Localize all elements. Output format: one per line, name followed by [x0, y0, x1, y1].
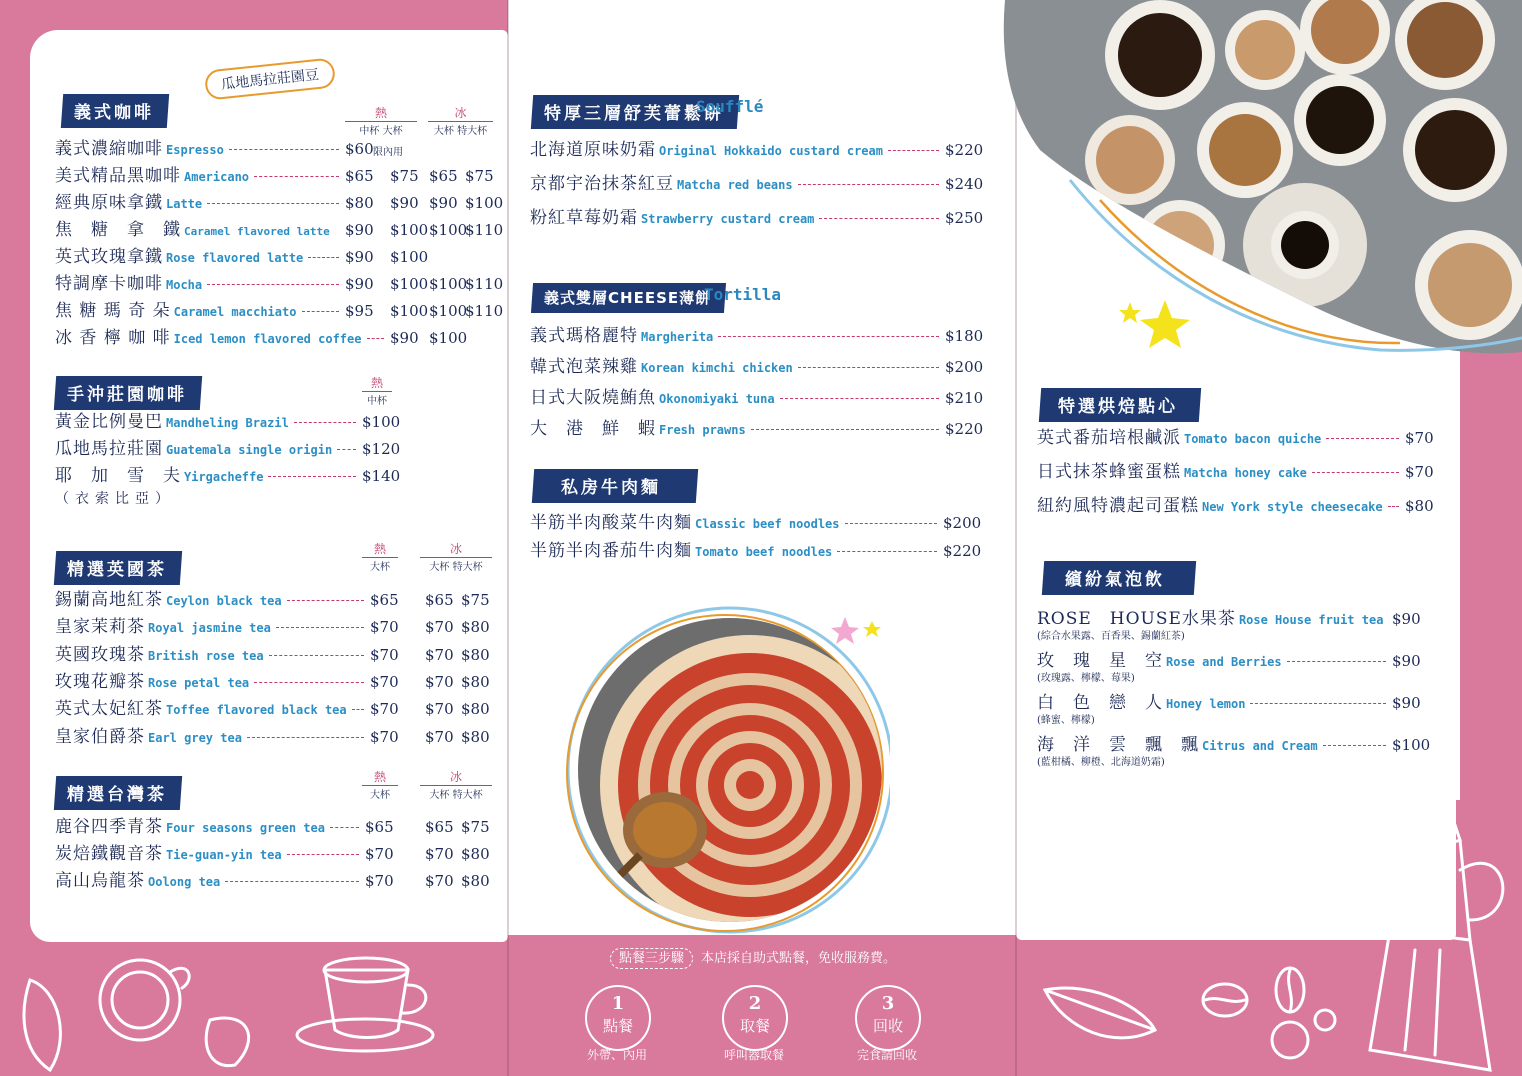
- menu-item: [55, 191, 505, 215]
- item-price: $100: [390, 302, 429, 320]
- item-name-en: Americano: [184, 170, 250, 184]
- leader-dash: [207, 284, 339, 285]
- leader-dash: [1388, 506, 1399, 507]
- menu-item: [530, 417, 990, 441]
- item-name-en: Latte: [166, 197, 203, 211]
- item-ingredients: (玫瑰露、檸檬、莓果): [1037, 673, 1135, 684]
- item-name-zh: 韓式泡菜辣雞: [530, 357, 638, 377]
- menu-item: [530, 206, 990, 230]
- item-price: $80: [461, 645, 490, 664]
- item-price: $90: [345, 248, 374, 266]
- item-name-zh: 高山烏龍茶: [55, 871, 145, 891]
- item-name-zh: 半筋半肉酸菜牛肉麵: [530, 513, 692, 533]
- taiwan-tea-cold-header: [420, 768, 492, 801]
- item-name-en: Rose flavored latte: [166, 251, 304, 265]
- step-number: 3: [881, 993, 895, 1014]
- item-price: $100: [362, 413, 401, 431]
- leader-dash: [254, 682, 364, 683]
- leader-dash: [337, 449, 356, 450]
- leaf-bean-doodles-right: [1035, 960, 1345, 1070]
- menu-item: [55, 245, 505, 269]
- cold-label: 冰: [428, 104, 493, 122]
- item-name-zh: ROSE HOUSE水果茶: [1037, 609, 1236, 629]
- leader-dash: [888, 150, 939, 151]
- leader-dash: [302, 311, 339, 312]
- item-price: $210: [945, 389, 984, 407]
- item-price: $65: [425, 591, 454, 609]
- item-price: $100: [429, 302, 468, 320]
- item-name-en: Caramel flavored latte: [184, 225, 330, 238]
- item-name-zh: 英式玫瑰拿鐵: [55, 247, 163, 267]
- item-price: $70: [370, 618, 399, 637]
- pourover-section-title: 手沖莊園咖啡: [54, 376, 202, 410]
- item-name-en: Tomato beef noodles: [695, 545, 833, 559]
- step-2-circle: [722, 985, 788, 1051]
- menu-item: [1037, 607, 1437, 642]
- moka-pot-doodle: [1350, 800, 1522, 1076]
- item-name-zh: 耶 加 雪 夫: [55, 466, 181, 486]
- item-price: $70: [370, 672, 399, 691]
- leader-dash: [268, 476, 356, 477]
- leader-dash: [367, 338, 384, 339]
- espresso-hot-header: [345, 104, 417, 137]
- item-name-zh: 英國玫瑰茶: [55, 644, 145, 665]
- item-price: $100: [390, 248, 429, 266]
- menu-item: [55, 137, 505, 161]
- item-name-zh: 黃金比例曼巴: [55, 412, 163, 432]
- item-price: $70: [365, 872, 394, 890]
- item-price: $90: [390, 194, 419, 212]
- item-price: $90: [345, 221, 374, 239]
- item-name-en: Citrus and Cream: [1202, 739, 1318, 753]
- item-price: $100: [1392, 736, 1431, 754]
- item-name-zh: 美式精品黑咖啡: [55, 166, 181, 186]
- menu-item: [530, 172, 990, 196]
- item-price: $90: [429, 194, 458, 212]
- item-name-en: Korean kimchi chicken: [641, 361, 793, 375]
- item-name-en: Caramel macchiato: [173, 305, 297, 319]
- item-price: $80: [461, 727, 490, 746]
- item-price: $95: [345, 302, 374, 320]
- leader-dash: [845, 523, 937, 524]
- item-price: $75: [465, 167, 494, 185]
- item-price: $220: [945, 420, 984, 438]
- item-price: $80: [461, 845, 490, 863]
- item-name-en: Royal jasmine tea: [148, 621, 271, 636]
- cold-sizes: 大杯 特大杯: [429, 790, 483, 801]
- item-name-zh: 皇家茉莉茶: [55, 617, 145, 638]
- item-price: $70: [370, 700, 399, 719]
- item-name-zh: 大 港 鮮 蝦: [530, 419, 656, 439]
- leader-dash: [254, 176, 339, 177]
- item-name-zh: 義式瑪格麗特: [530, 326, 638, 346]
- item-price: $70: [365, 845, 394, 863]
- item-name-en: Yirgacheffe: [184, 470, 264, 484]
- tortilla-section-title: 義式雙層CHEESE薄餅: [531, 283, 726, 313]
- item-price: $90: [390, 329, 419, 347]
- coffee-cup-doodle: [290, 945, 440, 1055]
- item-name-en: Espresso: [166, 143, 224, 157]
- item-name-zh: 冰 香 檸 咖 啡: [55, 328, 171, 348]
- hot-sizes: 大杯: [370, 790, 390, 801]
- menu-item: [530, 138, 990, 162]
- item-price: $220: [943, 542, 982, 560]
- step-name: 回收: [872, 1017, 903, 1035]
- item-name-zh: 鹿谷四季青茶: [55, 817, 163, 837]
- item-price: $80: [461, 618, 490, 637]
- pizza-photo: [560, 605, 890, 935]
- steps-title: 點餐三步驟: [610, 948, 693, 969]
- item-name-en: Tomato bacon quiche: [1184, 432, 1322, 446]
- step-2-label: 呼叫器取餐: [723, 1048, 784, 1062]
- menu-item: [55, 164, 505, 188]
- item-price: $110: [465, 221, 504, 239]
- coffee-cups-photo: [1000, 0, 1522, 365]
- menu-item: [1037, 649, 1437, 684]
- item-price: $60: [345, 140, 374, 158]
- item-name-zh: 焦 糖 拿 鐵: [55, 220, 181, 240]
- item-price: $70: [425, 618, 454, 637]
- item-price: $65: [429, 167, 458, 185]
- leader-dash: [207, 203, 339, 204]
- item-name-en: Earl grey tea: [148, 730, 242, 745]
- hot-sizes: 大杯: [370, 562, 390, 573]
- menu-item: [55, 842, 505, 866]
- item-price: $75: [461, 591, 490, 609]
- menu-item: [55, 643, 505, 667]
- item-price: $65: [425, 818, 454, 836]
- item-price: $220: [945, 141, 984, 159]
- item-price: $90: [1392, 610, 1421, 628]
- item-name-zh: 焦 糖 瑪 奇 朵: [55, 301, 171, 321]
- origin-tag: 瓜地馬拉莊園豆: [204, 57, 336, 100]
- item-price: $70: [370, 645, 399, 664]
- cold-label: 冰: [420, 540, 492, 558]
- cold-label: 冰: [420, 768, 492, 786]
- item-name-en: Honey lemon: [1166, 697, 1246, 711]
- item-name-en: British rose tea: [148, 648, 264, 663]
- step-3-label: 完食請回收: [856, 1048, 917, 1062]
- leader-dash: [1312, 472, 1399, 473]
- leader-dash: [819, 218, 939, 219]
- menu-item: [55, 299, 505, 323]
- item-name-zh: 英式番茄培根鹹派: [1037, 428, 1181, 448]
- item-note: 限內用: [373, 147, 403, 158]
- menu-item: [55, 815, 505, 839]
- item-price: $250: [945, 209, 984, 227]
- item-name-en: Oolong tea: [148, 875, 221, 889]
- item-name-zh: 瓜地馬拉莊園: [55, 439, 163, 459]
- steps-notice: 本店採自助式點餐，免收服務費。: [701, 951, 897, 966]
- menu-item: [55, 670, 505, 694]
- beef-section-title: 私房牛肉麵: [532, 469, 698, 503]
- leader-dash: [798, 184, 939, 185]
- english-tea-cold-header: [420, 540, 492, 573]
- leader-dash: [837, 551, 937, 552]
- item-price: $75: [461, 818, 490, 836]
- item-name-zh: 玫 瑰 星 空: [1037, 651, 1163, 671]
- item-price: $90: [1392, 652, 1421, 670]
- step-1-circle: [585, 985, 651, 1051]
- cold-sizes: 大杯 特大杯: [429, 562, 483, 573]
- item-name-zh: 英式太妃紅茶: [55, 699, 163, 720]
- item-name-zh: 白 色 戀 人: [1037, 693, 1163, 713]
- hot-label: 熱: [345, 104, 417, 122]
- item-name-en: Mocha: [166, 278, 203, 292]
- right-panel-extension: [1440, 350, 1460, 800]
- item-ingredients: (綜合水果露、百香果、錫蘭紅茶): [1037, 631, 1185, 642]
- item-name-zh: 經典原味拿鐵: [55, 193, 163, 213]
- item-name-en: Matcha red beans: [677, 178, 793, 192]
- menu-item: [1037, 460, 1437, 484]
- item-ingredients: (蜂蜜、檸檬): [1037, 715, 1095, 726]
- menu-item: [530, 511, 990, 535]
- item-price: $100: [390, 221, 429, 239]
- menu-item: [1037, 426, 1437, 450]
- item-name-en: Matcha honey cake: [1184, 466, 1307, 480]
- item-name-en: Classic beef noodles: [695, 517, 840, 531]
- item-price: $80: [461, 672, 490, 691]
- espresso-cold-header: [428, 104, 493, 137]
- item-name-en: Fresh prawns: [659, 423, 746, 437]
- item-price: $240: [945, 175, 984, 193]
- origin-note: （衣索比亞）: [55, 491, 175, 507]
- item-name-en: New York style cheesecake: [1202, 500, 1383, 514]
- menu-item: [1037, 494, 1437, 518]
- menu-item: [530, 386, 990, 410]
- item-name-en: Strawberry custard cream: [641, 212, 815, 226]
- hot-label: 熱: [362, 540, 398, 558]
- leader-dash: [269, 655, 364, 656]
- menu-item: [55, 588, 505, 612]
- item-price: $70: [1405, 463, 1434, 481]
- leader-dash: [798, 367, 939, 368]
- english-tea-section-title: 精選英國茶: [54, 551, 182, 585]
- menu-item: [55, 725, 505, 749]
- item-price: $100: [390, 275, 429, 293]
- step-number: 2: [748, 993, 762, 1014]
- item-price: $80: [345, 194, 374, 212]
- item-price: $110: [465, 275, 504, 293]
- item-price: $70: [425, 672, 454, 691]
- size-label: 中杯: [367, 396, 387, 407]
- item-name-en: Guatemala single origin: [166, 443, 333, 457]
- leader-dash: [247, 737, 364, 738]
- item-price: $90: [345, 275, 374, 293]
- item-price: $200: [945, 358, 984, 376]
- item-name-zh: 紐約風特濃起司蛋糕: [1037, 496, 1199, 516]
- item-name-zh: 日式抹茶蜂蜜蛋糕: [1037, 462, 1181, 482]
- item-name-en: Ceylon black tea: [166, 594, 282, 608]
- hot-label: 熱: [362, 374, 392, 392]
- item-price: $65: [345, 167, 374, 185]
- item-name-en: Toffee flavored black tea: [166, 703, 347, 718]
- menu-item: [55, 272, 505, 296]
- menu-item: [530, 355, 990, 379]
- item-price: $180: [945, 327, 984, 345]
- item-price: $70: [425, 645, 454, 664]
- item-price: $70: [370, 727, 399, 746]
- item-name-en: Mandheling Brazil: [166, 416, 289, 430]
- item-name-en: Rose House fruit tea: [1238, 613, 1384, 627]
- item-price: $70: [425, 845, 454, 863]
- leader-dash: [1250, 703, 1386, 704]
- item-name-en: Margherita: [641, 330, 714, 344]
- menu-item: [55, 464, 505, 488]
- item-name-en: Iced lemon flavored coffee: [173, 332, 362, 346]
- item-price: $100: [429, 275, 468, 293]
- item-name-en: Four seasons green tea: [166, 821, 325, 835]
- item-price: $140: [362, 467, 401, 485]
- item-name-zh: 日式大阪燒鮪魚: [530, 388, 656, 408]
- hot-label: 熱: [362, 768, 398, 786]
- menu-item: [55, 410, 505, 434]
- step-name: 點餐: [602, 1017, 633, 1035]
- item-price: $70: [425, 872, 454, 890]
- coffee-doodles-left: [20, 950, 260, 1076]
- item-name-en: Okonomiyaki tuna: [659, 392, 775, 406]
- item-price: $90: [1392, 694, 1421, 712]
- item-name-zh: 皇家伯爵茶: [55, 726, 145, 747]
- item-name-zh: 粉紅草莓奶霜: [530, 208, 638, 228]
- step-3-circle: [855, 985, 921, 1051]
- menu-item: [1037, 691, 1437, 726]
- fold-line-left: [507, 0, 509, 1076]
- item-price: $80: [461, 872, 490, 890]
- taiwan-tea-section-title: 精選台灣茶: [54, 776, 182, 810]
- leader-dash: [225, 881, 359, 882]
- menu-item: [530, 324, 990, 348]
- leader-dash: [1323, 745, 1386, 746]
- pourover-hot-header: [362, 374, 392, 407]
- item-name-en: Rose and Berries: [1166, 655, 1282, 669]
- menu-item: [55, 697, 505, 721]
- item-name-zh: 錫蘭高地紅茶: [55, 590, 163, 610]
- leader-dash: [330, 827, 359, 828]
- espresso-section-title: 義式咖啡: [61, 94, 169, 128]
- hot-sizes: 中杯 大杯: [359, 126, 403, 137]
- leader-dash: [718, 336, 939, 337]
- souffle-title-en: Soufflé: [696, 97, 764, 116]
- leader-dash: [1287, 661, 1386, 662]
- item-price: $70: [425, 700, 454, 719]
- step-name: 取餐: [739, 1017, 770, 1035]
- cold-sizes: 大杯 特大杯: [433, 126, 488, 137]
- step-1-label: 外帶、內用: [586, 1048, 647, 1062]
- item-price: $120: [362, 440, 401, 458]
- item-name-zh: 炭焙鐵觀音茶: [55, 844, 163, 864]
- menu-item: [55, 615, 505, 639]
- item-price: $70: [1405, 429, 1434, 447]
- steps-header: [610, 947, 896, 966]
- bakery-section-title: 特選烘焙點心: [1039, 388, 1201, 422]
- taiwan-tea-hot-header: [362, 768, 398, 801]
- item-name-zh: 義式濃縮咖啡: [55, 139, 163, 159]
- leader-dash: [308, 257, 339, 258]
- item-price: $100: [429, 221, 468, 239]
- item-price: $100: [429, 329, 468, 347]
- item-price: $65: [365, 818, 394, 836]
- leader-dash: [1326, 438, 1399, 439]
- item-price: $80: [461, 700, 490, 719]
- item-name-zh: 京都宇治抹茶紅豆: [530, 174, 674, 194]
- item-price: $200: [943, 514, 982, 532]
- item-price: $75: [390, 167, 419, 185]
- leader-dash: [287, 854, 359, 855]
- step-number: 1: [611, 993, 625, 1014]
- leader-dash: [352, 709, 364, 710]
- item-price: $65: [370, 591, 399, 609]
- item-name-zh: 半筋半肉番茄牛肉麵: [530, 541, 692, 561]
- item-ingredients: (藍柑橘、柳橙、北海道奶霜): [1037, 757, 1165, 768]
- sparkling-section-title: 繽紛氣泡飲: [1042, 561, 1196, 595]
- menu-item: [55, 437, 505, 461]
- item-name-zh: 特調摩卡咖啡: [55, 274, 163, 294]
- leader-dash: [294, 422, 356, 423]
- menu-item: [55, 869, 505, 893]
- item-name-zh: 北海道原味奶霜: [530, 140, 656, 160]
- menu-item: [55, 326, 505, 350]
- leader-dash: [780, 398, 939, 399]
- leader-dash: [229, 149, 339, 150]
- item-price: $70: [425, 727, 454, 746]
- item-name-zh: 玫瑰花瓣茶: [55, 671, 145, 692]
- item-price: $110: [465, 302, 504, 320]
- menu-item: [1037, 733, 1437, 768]
- menu-item: [530, 539, 990, 563]
- item-name-en: Original Hokkaido custard cream: [659, 144, 883, 158]
- item-price: $80: [1405, 497, 1434, 515]
- item-name-en: Tie-guan-yin tea: [166, 848, 282, 862]
- leader-dash: [276, 627, 364, 628]
- souffle-section-title: 特厚三層舒芙蕾鬆餅: [531, 95, 739, 129]
- tortilla-title-en: Tortilla: [704, 285, 782, 304]
- english-tea-hot-header: [362, 540, 398, 573]
- item-name-zh: 海 洋 雲 飄 飄: [1037, 735, 1199, 755]
- leader-dash: [751, 429, 939, 430]
- item-price: $100: [465, 194, 504, 212]
- leader-dash: [287, 600, 364, 601]
- menu-item: [55, 218, 505, 242]
- item-name-en: Rose petal tea: [148, 675, 250, 690]
